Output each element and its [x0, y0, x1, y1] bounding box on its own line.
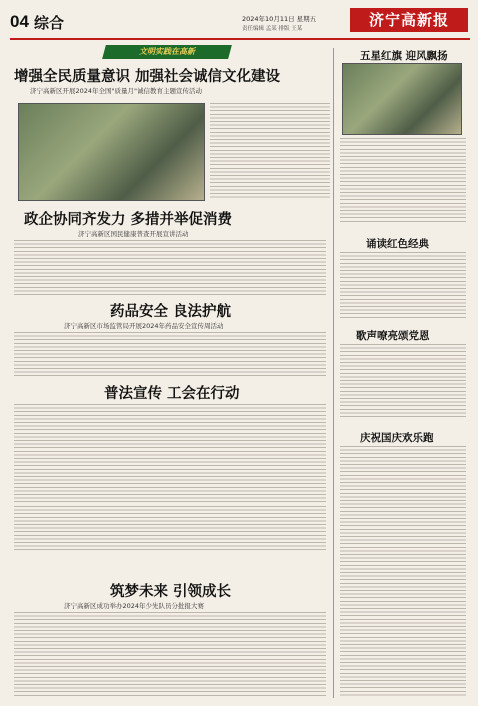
banner-text: 文明实践在高新 — [139, 47, 195, 56]
article-body — [14, 240, 326, 296]
paper-name-logo: 济宁高新报 — [350, 8, 468, 32]
article-body — [210, 103, 330, 199]
side-headline: 庆祝国庆欢乐跑 — [360, 432, 434, 444]
side-body — [340, 252, 466, 318]
page-header — [10, 8, 470, 42]
side-body — [340, 446, 466, 696]
side-photo — [342, 63, 462, 135]
column-divider — [333, 48, 334, 698]
date-line: 2024年10月11日 星期五 — [242, 15, 317, 23]
side-headline: 五星红旗 迎风飘扬 — [360, 50, 448, 62]
headline: 药品安全 良法护航 — [110, 303, 232, 320]
page-number: 04 — [10, 12, 29, 31]
headline: 筑梦未来 引领成长 — [110, 583, 232, 600]
news-photo — [18, 103, 205, 201]
article-body — [14, 404, 326, 504]
subtitle: 济宁高新区市场监管局开展2024年药品安全宣传周活动 — [64, 322, 224, 330]
headline: 普法宣传 工会在行动 — [104, 385, 240, 402]
article-body — [14, 332, 326, 378]
headline: 增强全民质量意识 加强社会诚信文化建设 — [14, 68, 281, 85]
section-name: 综合 — [34, 14, 65, 32]
subtitle: 济宁高新区开展2024年全国"质量月"诚信教育主题宣传活动 — [30, 87, 203, 95]
subtitle: 济宁高新区国民健康普查开展宣讲活动 — [78, 230, 189, 238]
article-body — [14, 506, 326, 552]
headline: 政企协同齐发力 多措并举促消费 — [24, 211, 233, 228]
editor-line: 责任编辑 孟某 排版 王某 — [242, 26, 303, 32]
side-body — [340, 344, 466, 418]
side-headline: 诵读红色经典 — [366, 238, 429, 250]
header-rule — [10, 38, 470, 40]
article-body — [14, 612, 326, 698]
side-body — [340, 138, 466, 222]
side-headline: 歌声嘹亮颂党恩 — [356, 330, 430, 342]
subtitle: 济宁高新区成功举办2024年少先队员分批报大赛 — [64, 602, 205, 610]
